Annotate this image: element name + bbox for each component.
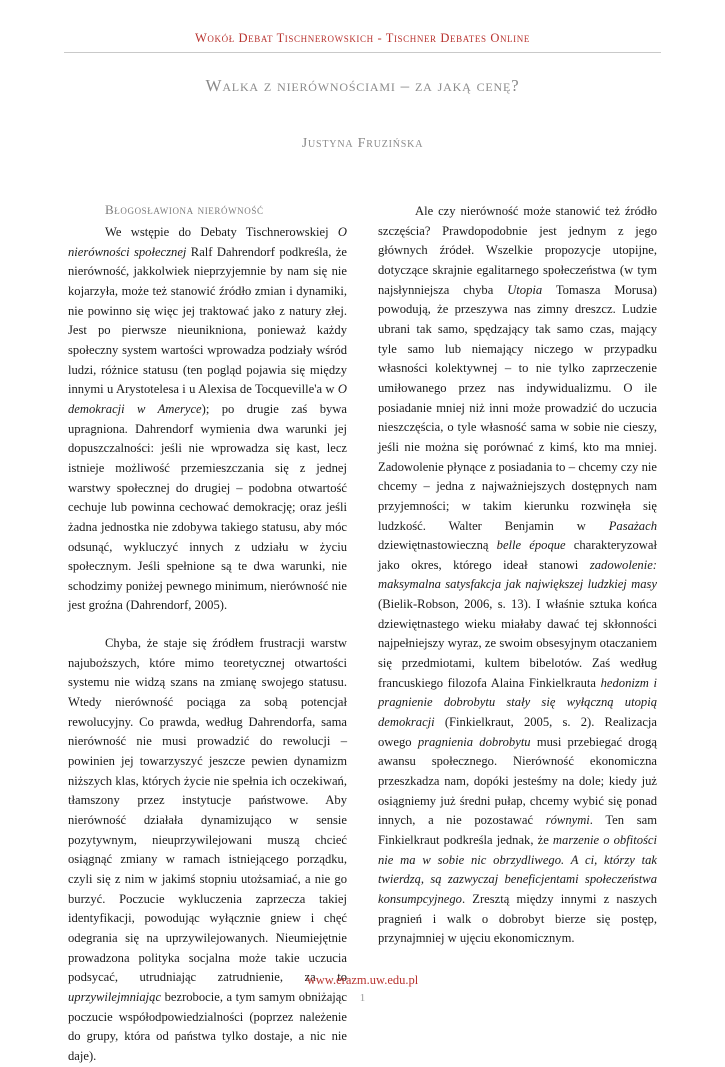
author-name: Justyna Fruzińska xyxy=(301,136,424,151)
left-column xyxy=(68,200,347,1067)
page-number: 1 xyxy=(359,992,366,1004)
running-header: Wokół Debat Tischnerowskich - Tischner Debates Online xyxy=(195,31,530,45)
header-divider xyxy=(64,52,661,53)
paragraph: Chyba, że staje się źródłem frustracji warstw najuboższych, które mimo teoretycznej otwartości systemu nie widzą szans na zmianę swojego statusu. Wtedy nierówność pociąga za sobą potencjał rewolucyjny. Co prawda, według Dahrendorfa, sama nierówność nie musi prowadzić do rewolucji – powinien jej towarzyszyć jeszcze pewien dynamizm niższych klas, których życie nie spełnia ich oczekiwań, tłamszony przez instytucje państwowe. Aby nierówność działała dynamizująco w sensie pozytywnym, nieuprzywilejowani muszą chcieć osiągnąć zmiany w ramach istniejącego porządku, czyli się z nim w jakimś stopniu utożsamiać, a nie go burzyć. Poczucie wykluczenia zaprzecza takiej identyfikacji, powodując wyłącznie gniew i chęć odegrania się na uprzywilejowanych. Nieumiejętnie prowadzona polityka socjalna może takie uczucia podsycać, utrudniając zatrudnienie, za to uprzywilejmniając bezrobocie, a tym samym obniżając poczucie współodpowiedzialności (poprzez należenie do grupy, która od państwa tylko dostaje, a nic nie daje). xyxy=(68,636,347,1063)
paragraph: We wstępie do Debaty Tischnerowskiej O nierówności społecznej Ralf Dahrendorf podkreśla, że nierówność, jakkolwiek nieprzyjemnie by nam się nie kojarzyła, może też stanowić źródło zmian i dynamiki, nie powinno się więc jej traktować jako z natury złej. Jest po pierwsze nieunikniona, ponieważ każdy społeczny system wartości wprowadza podziały wśród ludzi, różnice statusu (ten pogląd pojawia się między innymi u Arystotelesa i u Alexisa de Tocqueville'a w O demokracji w Ameryce); po drugie zaś bywa upragniona. Dahrendorf wymienia dwa warunki jej dopuszczalności: jeśli nie wprowadza się kast, lecz istnieje możliwość przemieszczania się z jednej warstwy społecznej do drugiej – podobna otwartość cechuje lub powinna cechować demokrację; oraz jeśli żadna jednostka nie zdobywa takiego statusu, aby móc odsunąć, wykluczyć innych z udziału w życiu społecznym. Jeśli spełnione są te dwa warunki, nie schodzimy poniżej pewnego minimum, nierówność nie jest groźna (Dahrendorf, 2005). xyxy=(68,225,347,613)
section-heading: Błogosławiona nierówność xyxy=(105,202,264,217)
paragraph: Ale czy nierówność może stanowić też źródło szczęścia? Prawdopodobnie jest jednym z jego głównych źródeł. Wszelkie propozycje utopijne, dotyczące skrajnie egalitarnego społeczeństwa (w tym najsłynniejsza chyba Utopia Tomasza Morusa) powodują, że przeszywa nas zimny dreszcz. Ludzie ubrani tak samo, spędzający tak samo czas, mający tyle samo lub niemający niczego w przypadku własności kolektywnej – to nie tylko zaprzeczenie umiłowanego przez nas indywidualizmu. O ile posiadanie mniej niż inni może prowadzić do uczucia nieszczęścia, o tyle własność sama w sobie nie cieszy, jeśli nie można się porównać z kimś, kto ma mniej. Zadowolenie płynące z posiadania to – chcemy czy nie chcemy – jedna z najważniejszych dostępnych nam przyjemności; w takim kierunku rozwinęła się ludzkość. Walter Benjamin w Pasażach dziewiętnastowieczną belle époque charakteryzował jako okres, którego ideał stanowi zadowolenie: maksymalna satysfakcja jak największej ludzkiej masy (Bielik-Robson, 2006, s. 13). I właśnie sztuka końca dziewiętnastego wieku miałaby dawać tej skłonności najpełniejszy wyraz, ze swoim obsesyjnym otaczaniem się przedmiotami, kultem bibelotów. Zaś według francuskiego filozofa Alaina Finkielkrauta hedonizm i pragnienie dobrobytu stały się wyłączną utopią demokracji (Finkielkraut, 2005, s. 2). Realizacja owego pragnienia dobrobytu musi przebiegać drogą awansu społecznego. Nierówność ekonomiczna przeszkadza nam, dopóki jesteśmy na dole; kiedy już osiągniemy już średni pułap, chcemy wybić się ponad innych, a nie pozostawać równymi. Ten sam Finkielkraut podkreśla jednak, że marzenie o obfitości nie ma w sobie nic obrzydliwego. A ci, którzy tak twierdzą, są zazwyczaj beneficjentami społeczeństwa konsumpcyjnego. Zresztą między innymi z naszych pragnień i walk o dobrobyt bierze się postęp, przynajmniej w ujęciu ekonomicznym. xyxy=(378,204,658,946)
footer-website-link[interactable]: www.erazm.uw.edu.pl xyxy=(306,973,419,987)
right-column xyxy=(378,202,657,949)
article-title: Walka z nierównościami – za jaką cenę? xyxy=(205,76,520,95)
